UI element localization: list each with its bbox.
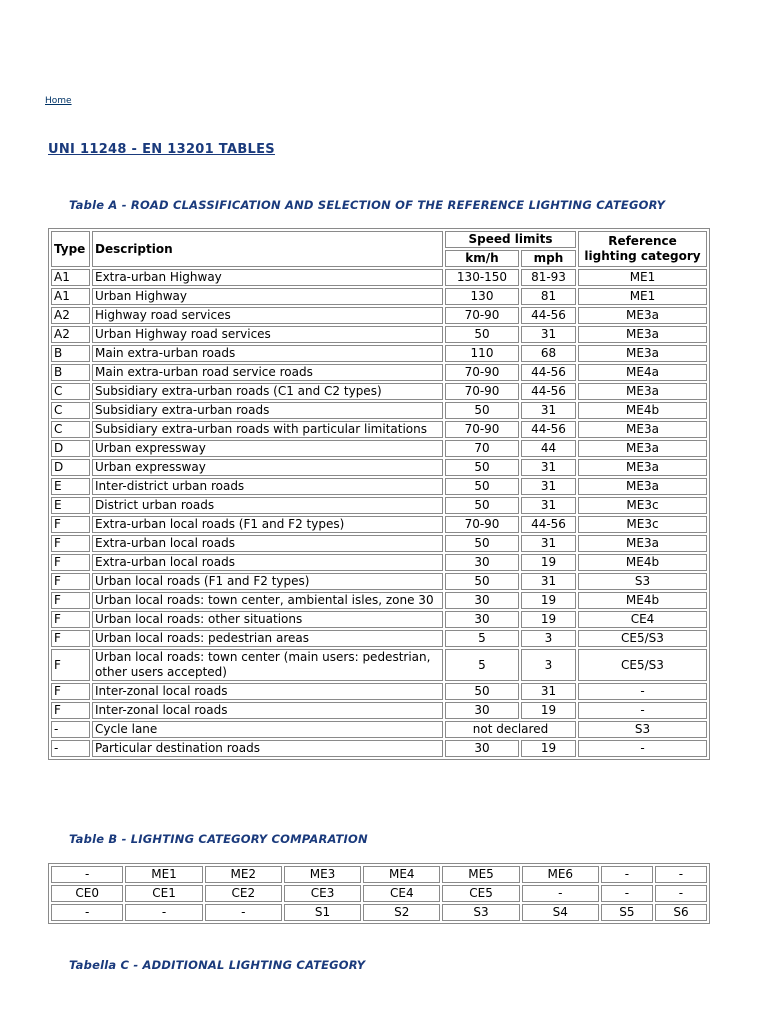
table-row (51, 573, 707, 590)
cell-kmh: 30 (445, 740, 519, 757)
cell-category: ME3a (578, 478, 707, 495)
cell-type: E (51, 478, 90, 495)
cell-mph: 44-56 (521, 421, 576, 438)
cell-type: F (51, 535, 90, 552)
cell-type: F (51, 649, 90, 681)
table-a-caption: Table A - ROAD CLASSIFICATION AND SELECTION OF THE REFERENCE LIGHTING CATEGORY (69, 198, 666, 212)
cell-mph: 19 (521, 592, 576, 609)
cell-kmh: 70-90 (445, 421, 519, 438)
cell-description: Particular destination roads (92, 740, 443, 757)
home-link[interactable]: Home (45, 96, 72, 106)
table-row (51, 459, 707, 476)
header-mph: mph (521, 250, 576, 267)
cell-kmh: 50 (445, 478, 519, 495)
cell-type: F (51, 554, 90, 571)
comparison-cell: S6 (655, 904, 707, 921)
table-header-row (51, 231, 707, 248)
cell-kmh: 70-90 (445, 383, 519, 400)
cell-category: ME3c (578, 516, 707, 533)
cell-type: D (51, 459, 90, 476)
cell-type: D (51, 440, 90, 457)
cell-category: ME3a (578, 383, 707, 400)
cell-mph: 44 (521, 440, 576, 457)
cell-description: Extra-urban local roads (F1 and F2 types) (92, 516, 443, 533)
cell-description: Urban local roads: town center, ambiental isles, zone 30 (92, 592, 443, 609)
comparison-cell: ME6 (522, 866, 599, 883)
cell-description: Inter-district urban roads (92, 478, 443, 495)
cell-category: ME1 (578, 269, 707, 286)
cell-category: ME4b (578, 554, 707, 571)
cell-mph: 31 (521, 497, 576, 514)
cell-description: Subsidiary extra-urban roads (C1 and C2 types) (92, 383, 443, 400)
cell-description: Main extra-urban road service roads (92, 364, 443, 381)
cell-category: CE4 (578, 611, 707, 628)
comparison-cell: CE2 (205, 885, 282, 902)
cell-type: E (51, 497, 90, 514)
cell-category: ME3a (578, 459, 707, 476)
cell-kmh: 50 (445, 535, 519, 552)
table-row (51, 516, 707, 533)
cell-description: Urban expressway (92, 440, 443, 457)
table-row (51, 702, 707, 719)
cell-description: Urban local roads: town center (main users: pedestrian, other users accepted) (92, 649, 443, 681)
cell-category: CE5/S3 (578, 630, 707, 647)
road-classification-body (51, 269, 707, 757)
cell-mph: 31 (521, 573, 576, 590)
comparison-cell: - (601, 866, 653, 883)
comparison-cell: - (205, 904, 282, 921)
cell-kmh: 30 (445, 611, 519, 628)
cell-mph: 44-56 (521, 364, 576, 381)
comparison-cell: - (522, 885, 599, 902)
cell-type: F (51, 702, 90, 719)
cell-mph: 31 (521, 326, 576, 343)
table-row (51, 288, 707, 305)
cell-kmh: 30 (445, 554, 519, 571)
cell-mph: 68 (521, 345, 576, 362)
table-row (51, 402, 707, 419)
cell-mph: 19 (521, 611, 576, 628)
cell-description: Highway road services (92, 307, 443, 324)
table-row (51, 364, 707, 381)
category-comparison-table (48, 863, 710, 924)
comparison-cell: ME3 (284, 866, 361, 883)
cell-type: B (51, 364, 90, 381)
cell-type: C (51, 421, 90, 438)
comparison-cell: - (655, 885, 707, 902)
comparison-cell: - (601, 885, 653, 902)
cell-category: - (578, 683, 707, 700)
table-row (51, 683, 707, 700)
cell-category: ME3c (578, 497, 707, 514)
cell-description: Urban Highway (92, 288, 443, 305)
cell-category: ME4b (578, 402, 707, 419)
comparison-cell: - (125, 904, 202, 921)
cell-mph: 31 (521, 683, 576, 700)
cell-kmh: 30 (445, 702, 519, 719)
cell-type: F (51, 611, 90, 628)
comparison-cell: ME1 (125, 866, 202, 883)
cell-mph: 44-56 (521, 383, 576, 400)
table-row (51, 904, 707, 921)
header-type: Type (51, 231, 90, 267)
cell-kmh: 30 (445, 592, 519, 609)
cell-category: - (578, 740, 707, 757)
comparison-cell: S1 (284, 904, 361, 921)
comparison-cell: CE4 (363, 885, 440, 902)
comparison-cell: S5 (601, 904, 653, 921)
cell-description: Urban local roads: pedestrian areas (92, 630, 443, 647)
table-c-caption: Tabella C - ADDITIONAL LIGHTING CATEGORY (69, 958, 366, 972)
table-row (51, 497, 707, 514)
cell-category: ME4a (578, 364, 707, 381)
cell-speed: not declared (445, 721, 576, 738)
comparison-cell: - (51, 904, 123, 921)
cell-type: - (51, 740, 90, 757)
cell-description: Extra-urban Highway (92, 269, 443, 286)
cell-mph: 44-56 (521, 307, 576, 324)
cell-description: Subsidiary extra-urban roads (92, 402, 443, 419)
table-row (51, 421, 707, 438)
cell-type: F (51, 573, 90, 590)
comparison-cell: CE5 (442, 885, 519, 902)
cell-type: A1 (51, 269, 90, 286)
cell-description: Urban Highway road services (92, 326, 443, 343)
cell-category: ME3a (578, 345, 707, 362)
cell-category: ME1 (578, 288, 707, 305)
cell-type: A2 (51, 326, 90, 343)
cell-mph: 3 (521, 630, 576, 647)
cell-kmh: 5 (445, 649, 519, 681)
comparison-cell: - (51, 866, 123, 883)
cell-type: F (51, 516, 90, 533)
table-row (51, 630, 707, 647)
table-b-caption: Table B - LIGHTING CATEGORY COMPARATION (69, 832, 368, 846)
cell-mph: 31 (521, 459, 576, 476)
cell-category: - (578, 702, 707, 719)
cell-type: F (51, 630, 90, 647)
cell-kmh: 70 (445, 440, 519, 457)
cell-type: F (51, 683, 90, 700)
cell-kmh: 50 (445, 683, 519, 700)
cell-kmh: 70-90 (445, 516, 519, 533)
comparison-cell: ME5 (442, 866, 519, 883)
cell-mph: 81 (521, 288, 576, 305)
header-speed-limits: Speed limits (445, 231, 576, 248)
cell-mph: 19 (521, 740, 576, 757)
comparison-cell: ME4 (363, 866, 440, 883)
header-description: Description (92, 231, 443, 267)
table-row (51, 866, 707, 883)
cell-description: Extra-urban local roads (92, 554, 443, 571)
cell-mph: 81-93 (521, 269, 576, 286)
comparison-cell: ME2 (205, 866, 282, 883)
table-row (51, 592, 707, 609)
comparison-cell: - (655, 866, 707, 883)
cell-kmh: 70-90 (445, 364, 519, 381)
cell-type: C (51, 402, 90, 419)
cell-kmh: 5 (445, 630, 519, 647)
cell-mph: 44-56 (521, 516, 576, 533)
cell-description: Urban expressway (92, 459, 443, 476)
table-row (51, 740, 707, 757)
cell-type: - (51, 721, 90, 738)
cell-category: ME3a (578, 421, 707, 438)
table-row (51, 326, 707, 343)
comparison-cell: S3 (442, 904, 519, 921)
cell-kmh: 70-90 (445, 307, 519, 324)
cell-kmh: 110 (445, 345, 519, 362)
table-row (51, 649, 707, 681)
category-comparison-body (51, 866, 707, 921)
cell-type: C (51, 383, 90, 400)
table-row (51, 535, 707, 552)
cell-mph: 31 (521, 402, 576, 419)
comparison-cell: CE1 (125, 885, 202, 902)
cell-category: ME3a (578, 326, 707, 343)
cell-mph: 19 (521, 554, 576, 571)
cell-type: B (51, 345, 90, 362)
cell-description: Cycle lane (92, 721, 443, 738)
cell-category: S3 (578, 573, 707, 590)
table-row (51, 307, 707, 324)
comparison-cell: CE3 (284, 885, 361, 902)
cell-type: A2 (51, 307, 90, 324)
cell-description: Extra-urban local roads (92, 535, 443, 552)
cell-category: ME3a (578, 440, 707, 457)
cell-mph: 3 (521, 649, 576, 681)
cell-description: Urban local roads (F1 and F2 types) (92, 573, 443, 590)
cell-mph: 31 (521, 478, 576, 495)
cell-description: District urban roads (92, 497, 443, 514)
cell-kmh: 50 (445, 497, 519, 514)
cell-kmh: 50 (445, 326, 519, 343)
road-classification-table (48, 228, 710, 760)
comparison-cell: S4 (522, 904, 599, 921)
cell-category: ME3a (578, 307, 707, 324)
cell-mph: 31 (521, 535, 576, 552)
cell-category: ME3a (578, 535, 707, 552)
table-row (51, 440, 707, 457)
cell-mph: 19 (521, 702, 576, 719)
cell-description: Subsidiary extra-urban roads with particular limitations (92, 421, 443, 438)
table-row (51, 478, 707, 495)
comparison-cell: S2 (363, 904, 440, 921)
cell-type: A1 (51, 288, 90, 305)
cell-category: ME4b (578, 592, 707, 609)
cell-kmh: 50 (445, 459, 519, 476)
cell-description: Main extra-urban roads (92, 345, 443, 362)
table-row (51, 721, 707, 738)
cell-type: F (51, 592, 90, 609)
table-row (51, 269, 707, 286)
table-row (51, 345, 707, 362)
cell-kmh: 50 (445, 402, 519, 419)
table-row (51, 885, 707, 902)
table-row (51, 383, 707, 400)
header-reference-category: Reference lighting category (578, 231, 707, 267)
page-title: UNI 11248 - EN 13201 TABLES (48, 142, 275, 157)
comparison-cell: CE0 (51, 885, 123, 902)
table-row (51, 554, 707, 571)
cell-kmh: 130-150 (445, 269, 519, 286)
cell-description: Inter-zonal local roads (92, 683, 443, 700)
header-kmh: km/h (445, 250, 519, 267)
cell-description: Inter-zonal local roads (92, 702, 443, 719)
cell-kmh: 50 (445, 573, 519, 590)
cell-description: Urban local roads: other situations (92, 611, 443, 628)
cell-category: CE5/S3 (578, 649, 707, 681)
table-row (51, 611, 707, 628)
cell-kmh: 130 (445, 288, 519, 305)
cell-category: S3 (578, 721, 707, 738)
